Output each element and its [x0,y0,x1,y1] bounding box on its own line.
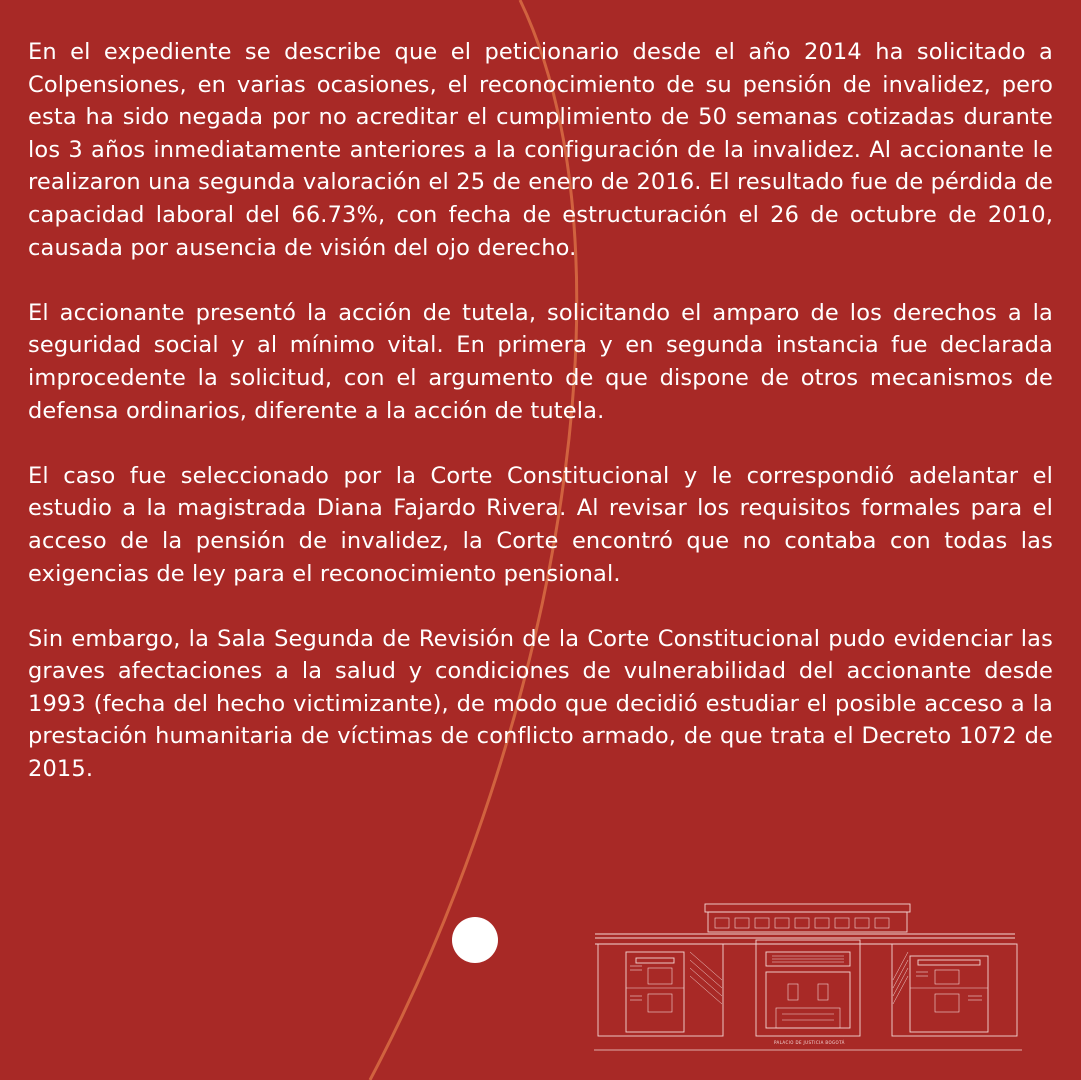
white-dot [452,917,498,963]
article-body [28,36,1053,818]
paragraph-1: En el expediente se describe que el peticionario desde el año 2014 ha solicitado a Colpensiones, en varias ocasiones, el reconocimiento de su pensión de invalidez, pero esta ha sido negada por no acreditar el cumplimiento de 50 semanas cotizadas durante los 3 años inmediatamente anteriores a la configuración de la invalidez. Al accionante le realizaron una segunda valoración el 25 de enero de 2016. El resultado fue de pérdida de capacidad laboral del 66.73%, con fecha de estructuración el 26 de octubre de 2010, causada por ausencia de visión del ojo derecho. [28,39,1053,261]
palace-of-justice-illustration [590,900,1025,1055]
paragraph-2: El accionante presentó la acción de tutela, solicitando el amparo de los derechos a la seguridad social y al mínimo vital. En primera y en segunda instancia fue declarada improcedente la solicitud, con el argumento de que dispone de otros mecanismos de defensa ordinarios, diferente a la acción de tutela. [28,299,1053,424]
paragraph-3: El caso fue seleccionado por la Corte Constitucional y le correspondió adelantar el estudio a la magistrada Diana Fajardo Rivera. Al revisar los requisitos formales para el acceso de la pensión de invalidez, la Corte encontró que no contaba con todas las exigencias de ley para el reconocimiento pensional. [28,462,1053,587]
illustration-caption: PALACIO DE JUSTICIA BOGOTÁ [774,1040,845,1045]
paragraph-4: Sin embargo, la Sala Segunda de Revisión de la Corte Constitucional pudo evidenciar las graves afectaciones a la salud y condiciones de vulnerabilidad del accionante desde 1993 (fecha del hecho victimizante), de modo que decidió estudiar el posible acceso a la prestación humanitaria de víctimas de conflicto armado, de que trata el Decreto 1072 de 2015. [28,625,1053,783]
